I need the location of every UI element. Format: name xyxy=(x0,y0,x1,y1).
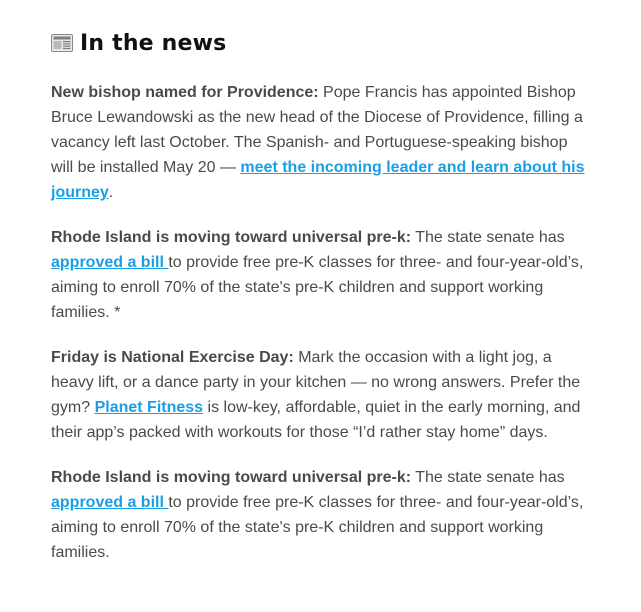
news-item-link[interactable]: approved a bill xyxy=(51,494,169,511)
section-title: In the news xyxy=(80,30,227,56)
news-item-body: Pope Francis has appointed Bishop Bruce Lewandowski as the new head of the Diocese of Providence, filling a vacancy left last October. The Spanish- and Portuguese-speaking bishop will be installed May 20 — xyxy=(51,84,583,176)
news-item-body-end: to provide free pre-K classes for three- and four-year-old’s, aiming to enroll 70% of the state's pre-K children and support working families. xyxy=(51,494,584,561)
news-item-body: The state senate has xyxy=(411,469,565,486)
news-item-headline: Friday is National Exercise Day: xyxy=(51,349,294,366)
news-item-exercise-day xyxy=(51,345,591,445)
news-item-link[interactable]: Planet Fitness xyxy=(94,399,204,416)
news-item-link[interactable]: approved a bill xyxy=(51,254,169,271)
news-item-body: Mark the occasion with a light jog, a heavy lift, or a dance party in your kitchen — no wrong answers. Prefer the gym? xyxy=(51,349,581,416)
news-item-link[interactable]: meet the incoming leader and learn about his journey xyxy=(51,159,585,201)
news-item-pre-k-repeat xyxy=(51,465,591,565)
news-item-body: The state senate has xyxy=(411,229,565,246)
news-item-body-end: . xyxy=(108,184,114,201)
section-heading xyxy=(51,28,591,58)
news-item-pre-k xyxy=(51,225,591,325)
news-item-body-end: is low-key, affordable, quiet in the early morning, and their app’s packed with workouts for those “I’d rather stay home” days. xyxy=(51,399,581,441)
newspaper-icon xyxy=(51,33,73,53)
news-item-headline: Rhode Island is moving toward universal pre-k: xyxy=(51,229,412,246)
news-item-bishop xyxy=(51,80,591,205)
in-the-news-section xyxy=(51,28,591,585)
news-item-headline: Rhode Island is moving toward universal pre-k: xyxy=(51,469,412,486)
news-item-body-end: to provide free pre-K classes for three- and four-year-old’s, aiming to enroll 70% of the state's pre-K children and support working families. * xyxy=(51,254,584,321)
news-item-headline: New bishop named for Providence: xyxy=(51,84,319,101)
